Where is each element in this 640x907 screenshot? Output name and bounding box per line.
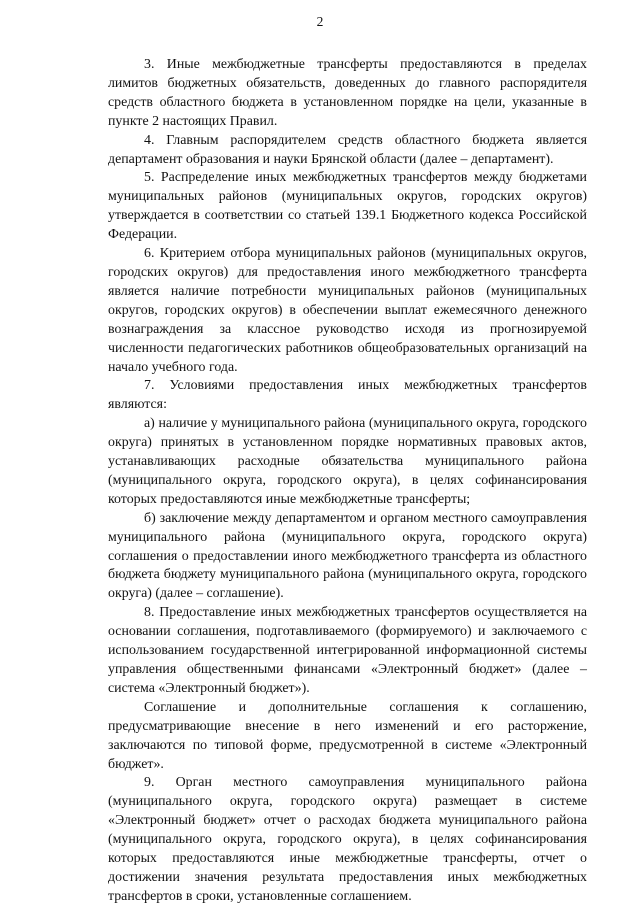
paragraph-4: 4. Главным распорядителем средств областного бюджета является департамент образования и науки Брянской области (далее – департамент).: [108, 132, 587, 167]
page-number: 2: [316, 14, 324, 29]
paragraph-7: 7. Условиями предоставления иных межбюджетных трансфертов являются:: [108, 378, 587, 413]
document-body: [108, 56, 587, 907]
paragraph-7b: б) заключение между департаментом и органом местного самоуправления муниципального района (муниципального округа, городского округа) соглашения о предоставлении иного межбюджетного трансферта из областного бюджета бюджету муниципального района (муниципального округа, городского округа) (далее – соглашение).: [108, 510, 587, 602]
paragraph-6: 6. Критерием отбора муниципальных районов (муниципальных округов, городских округов) для предоставления иного межбюджетного трансферта является наличие потребности муниципальных районов (муниципальных округов, городских округов) в обеспечении выплат ежемесячного денежного вознаграждения за классное руководство исходя из прогнозируемой численности педагогических работников общеобразовательных организаций на начало учебного года.: [108, 246, 587, 375]
paragraph-3: 3. Иные межбюджетные трансферты предоставляются в пределах лимитов бюджетных обязательств, доведенных до главного распорядителя средств областного бюджета в установленном порядке на цели, указанные в пункте 2 настоящих Правил.: [108, 57, 587, 129]
paragraph-8-agreement: Соглашение и дополнительные соглашения к соглашению, предусматривающие внесение в него изменений и его расторжение, заключаются по типовой форме, предусмотренной в системе «Электронный бюджет».: [108, 699, 587, 772]
paragraph-7a: а) наличие у муниципального района (муниципального округа, городского округа) принятых в установленном порядке нормативных правовых актов, устанавливающих расходные обязательства муниципального района (муниципального округа, городского округа), в целях софинансирования которых предоставляются иные межбюджетные трансферты;: [108, 416, 587, 507]
paragraph-5: 5. Распределение иных межбюджетных трансфертов между бюджетами муниципальных районов (муниципальных округов, городских округов) утверждается в соответствии со статьей 139.1 Бюджетного кодекса Российской Федерации.: [108, 170, 587, 243]
paragraph-8: 8. Предоставление иных межбюджетных трансфертов осуществляется на основании соглашения, подготавливаемого (формируемого) и заключаемого с использованием государственной интегрированной информационной системы управления общественными финансами «Электронный бюджет» (далее – система «Электронный бюджет»).: [108, 605, 587, 696]
paragraph-9: 9. Орган местного самоуправления муниципального района (муниципального округа, городского округа) размещает в системе «Электронный бюджет» отчет о расходах бюджета муниципального района (муниципального округа, городского округа), в целях софинансирования которых предоставляются иные межбюджетные трансферты, отчет о достижении значения результата предоставления иных межбюджетных трансфертов в сроки, установленные соглашением.: [108, 775, 587, 904]
